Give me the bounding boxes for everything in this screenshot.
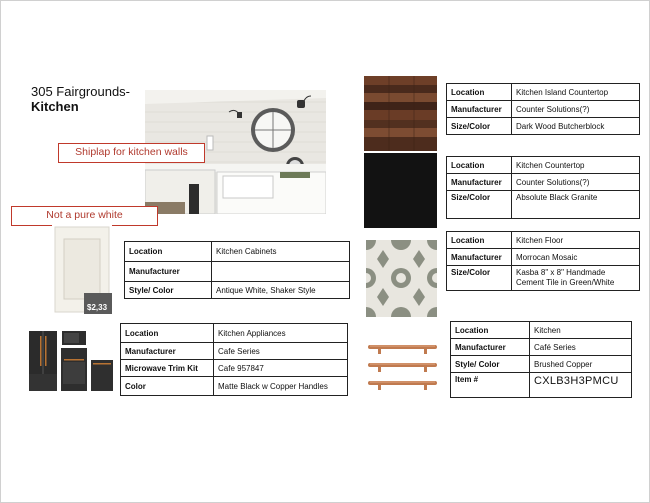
page-title	[31, 84, 130, 114]
spec-label: Style/ Color	[125, 282, 212, 299]
table-row	[125, 242, 350, 262]
spec-value: CXLB3H3PMCU	[530, 373, 632, 398]
spec-value: Matte Black w Copper Handles	[214, 377, 348, 396]
spec-value	[212, 262, 350, 282]
spec-value: Kitchen Floor	[512, 232, 640, 249]
table-row	[451, 322, 632, 339]
spec-label: Manufacturer	[125, 262, 212, 282]
spec-label: Microwave Trim Kit	[121, 360, 214, 377]
spec-value: Kitchen Cabinets	[212, 242, 350, 262]
spec-value: Kitchen	[530, 322, 632, 339]
butcherblock-swatch	[364, 76, 437, 151]
spec-label: Location	[447, 157, 512, 174]
island-countertop-spec-table	[446, 83, 640, 135]
not-pure-white-callout: Not a pure white	[11, 206, 158, 226]
title-address: 305 Fairgrounds-	[31, 84, 130, 99]
spec-label: Location	[451, 322, 530, 339]
spec-label: Size/Color	[447, 266, 512, 291]
hardware-spec-table	[450, 321, 632, 398]
floor-spec-table	[446, 231, 640, 291]
cabinet-door-image	[52, 225, 112, 314]
table-row	[447, 191, 640, 219]
spec-value: Counter Solutions(?)	[512, 101, 640, 118]
table-row	[451, 339, 632, 356]
spec-value: Café Series	[530, 339, 632, 356]
table-row	[121, 377, 348, 396]
table-row	[447, 174, 640, 191]
spec-label: Size/Color	[447, 118, 512, 135]
appliances-spec-table	[120, 323, 348, 396]
spec-label: Size/Color	[447, 191, 512, 219]
spec-value: Kitchen Countertop	[512, 157, 640, 174]
spec-value: Cafe 957847	[214, 360, 348, 377]
spec-label: Item #	[451, 373, 530, 398]
copper-pulls-image	[366, 325, 439, 398]
spec-label: Color	[121, 377, 214, 396]
spec-label: Location	[447, 84, 512, 101]
cement-tile-swatch	[366, 240, 437, 317]
spec-value: Absolute Black Granite	[512, 191, 640, 219]
table-row	[121, 343, 348, 360]
black-granite-swatch	[364, 153, 437, 228]
table-row	[447, 101, 640, 118]
table-row	[447, 157, 640, 174]
spec-value: Dark Wood Butcherblock	[512, 118, 640, 135]
table-row	[125, 262, 350, 282]
spec-label: Manufacturer	[447, 249, 512, 266]
table-row	[121, 324, 348, 343]
table-row	[125, 282, 350, 299]
spec-label: Location	[125, 242, 212, 262]
spec-value: Brushed Copper	[530, 356, 632, 373]
table-row	[447, 118, 640, 135]
table-row	[451, 373, 632, 398]
spec-value: Antique White, Shaker Style	[212, 282, 350, 299]
spec-value: Kasba 8" x 8" Handmade Cement Tile in Green/White	[512, 266, 640, 291]
spec-value: Counter Solutions(?)	[512, 174, 640, 191]
spec-label: Style/ Color	[451, 356, 530, 373]
title-room: Kitchen	[31, 99, 79, 114]
spec-value: Kitchen Appliances	[214, 324, 348, 343]
shiplap-callout: Shiplap for kitchen walls	[58, 143, 205, 163]
spec-label: Location	[121, 324, 214, 343]
table-row	[451, 356, 632, 373]
countertop-spec-table	[446, 156, 640, 219]
spec-label: Manufacturer	[447, 101, 512, 118]
cabinets-spec-table	[124, 241, 350, 299]
spec-value: Cafe Series	[214, 343, 348, 360]
spec-value: Kitchen Island Countertop	[512, 84, 640, 101]
spec-value: Morrocan Mosaic	[512, 249, 640, 266]
table-row	[447, 266, 640, 291]
spec-label: Manufacturer	[447, 174, 512, 191]
cabinet-price-tag: $2,33	[87, 303, 108, 312]
spec-label: Manufacturer	[121, 343, 214, 360]
spec-label: Location	[447, 232, 512, 249]
appliances-image	[28, 330, 114, 392]
table-row	[447, 232, 640, 249]
table-row	[447, 84, 640, 101]
table-row	[121, 360, 348, 377]
spec-label: Manufacturer	[451, 339, 530, 356]
table-row	[447, 249, 640, 266]
